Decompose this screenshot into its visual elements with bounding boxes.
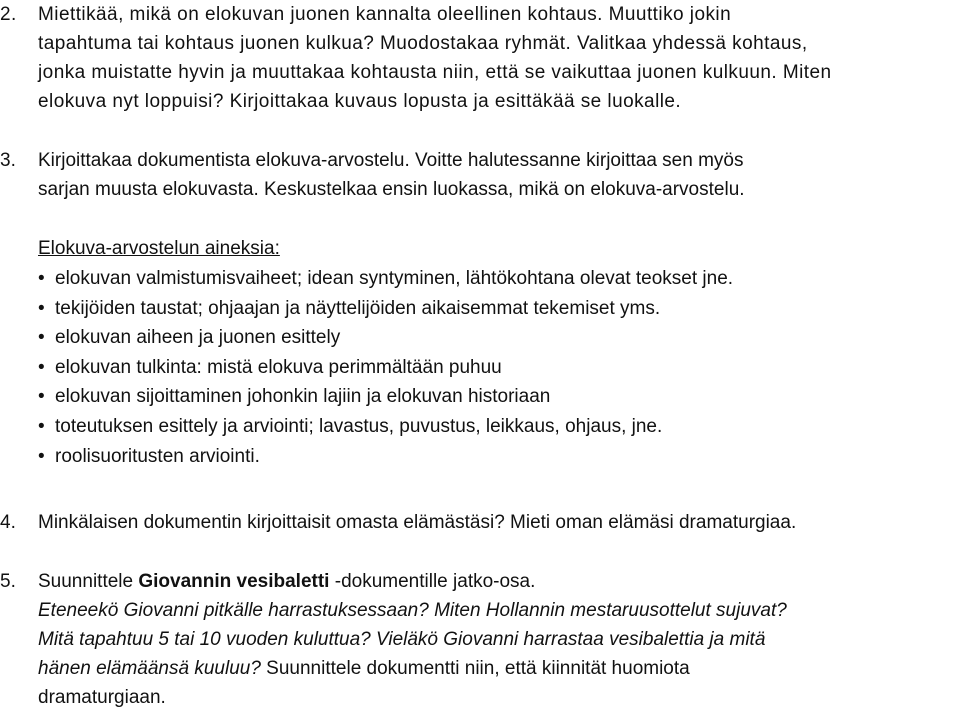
- text-line: [38, 567, 956, 596]
- list-item: [38, 323, 733, 353]
- text-run: -dokumentille jatko-osa.: [329, 571, 536, 592]
- film-title: Giovannin vesibaletti: [138, 571, 330, 592]
- list-item: [38, 412, 733, 442]
- bullet-icon: •: [38, 415, 45, 437]
- list-item: [38, 353, 733, 383]
- italic-question-line: Eteneekö Giovanni pitkälle harrastuksessaan? Miten Hollannin mestaruusottelut sujuvat?: [38, 600, 787, 621]
- list-item-text: toteutuksen esittely ja arviointi; lavastus, puvustus, leikkaus, ohjaus, jne.: [55, 415, 663, 437]
- list-item-text: elokuvan valmistumisvaiheet; idean syntyminen, lähtökohtana olevat teokset jne.: [55, 268, 734, 289]
- text-run: Suunnittele dokumentti niin, että kiinnität huomiota: [260, 658, 690, 679]
- task-text: [38, 567, 956, 712]
- section-subheading: Elokuva-arvostelun aineksia:: [38, 238, 280, 259]
- text-line: Minkälaisen dokumentin kirjoittaisit omasta elämästäsi? Mieti oman elämäsi dramaturgiaa.: [38, 512, 797, 533]
- list-item-text: roolisuoritusten arviointi.: [55, 445, 260, 467]
- text-run: Suunnittele: [38, 571, 139, 592]
- bullet-icon: •: [38, 268, 45, 289]
- text-line: dramaturgiaan.: [38, 687, 166, 708]
- text-line: [38, 654, 956, 683]
- task-number: 5.: [0, 571, 16, 592]
- list-item-text: elokuvan aiheen ja juonen esittely: [55, 327, 341, 349]
- list-item-text: elokuvan sijoittaminen johonkin lajiin ja elokuvan historiaan: [55, 386, 551, 408]
- bullet-icon: •: [38, 386, 45, 408]
- task-number: 3.: [0, 150, 16, 171]
- list-item: [38, 294, 733, 324]
- italic-question: hänen elämäänsä kuuluu?: [38, 658, 261, 679]
- text-line: tapahtuma tai kohtaus juonen kulkua? Muodostakaa ryhmät. Valitkaa yhdessä kohtaus,: [38, 33, 808, 54]
- text-line: Kirjoittakaa dokumentista elokuva-arvostelu. Voitte halutessanne kirjoittaa sen myös: [38, 150, 744, 171]
- task-text: [38, 146, 956, 204]
- bullet-icon: •: [38, 445, 45, 467]
- italic-question-line: Mitä tapahtuu 5 tai 10 vuoden kuluttua? Vieläkö Giovanni harrastaa vesibalettia ja mitä: [38, 629, 766, 650]
- list-item-text: tekijöiden taustat; ohjaajan ja näyttelijöiden aikaisemmat tekemiset yms.: [55, 297, 661, 319]
- text-line: sarjan muusta elokuvasta. Keskustelkaa ensin luokassa, mikä on elokuva-arvostelu.: [38, 179, 745, 200]
- task-text: [38, 508, 956, 537]
- bullet-icon: •: [38, 327, 45, 349]
- text-line: Miettikää, mikä on elokuvan juonen kannalta oleellinen kohtaus. Muuttiko jokin: [38, 4, 732, 25]
- task-text: [38, 0, 956, 116]
- text-line: elokuva nyt loppuisi? Kirjoittakaa kuvaus lopusta ja esittäkää se luokalle.: [38, 91, 682, 112]
- task-number: 4.: [0, 512, 16, 533]
- list-item: [38, 382, 733, 412]
- bullet-icon: •: [38, 356, 45, 378]
- task-number: 2.: [0, 4, 17, 25]
- review-elements-list: [38, 264, 733, 471]
- list-item: [38, 264, 733, 294]
- list-item-text: elokuvan tulkinta: mistä elokuva perimmältään puhuu: [55, 356, 502, 378]
- list-item: [38, 442, 733, 472]
- bullet-icon: •: [38, 297, 45, 319]
- text-line: jonka muistatte hyvin ja muuttakaa kohtausta niin, että se vaikuttaa juonen kulkuun. Miten: [38, 62, 832, 83]
